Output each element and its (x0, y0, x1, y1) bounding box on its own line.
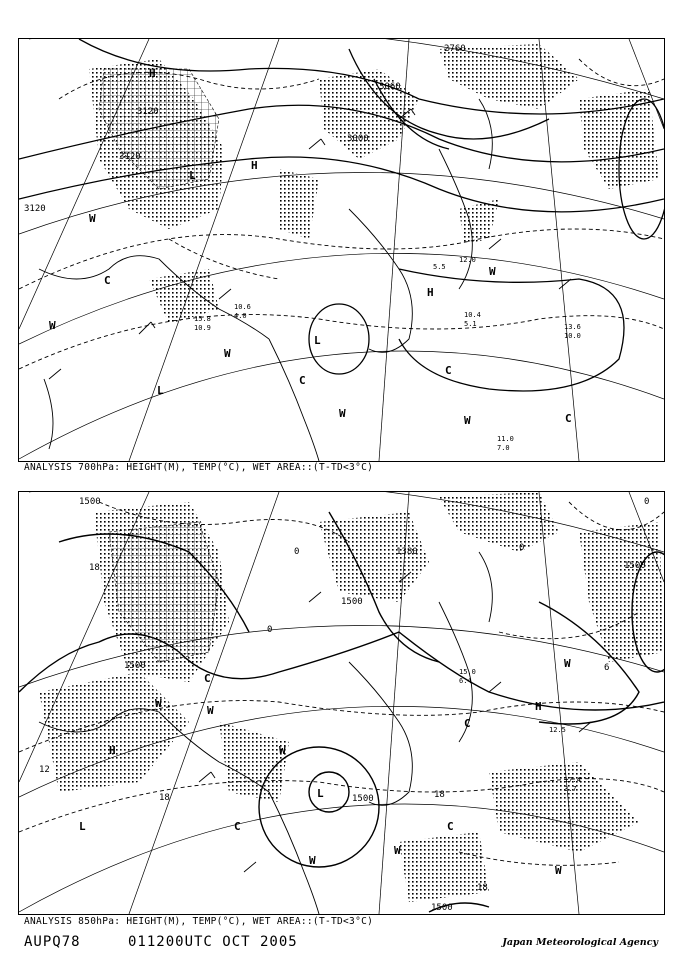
svg-text:1380: 1380 (396, 547, 418, 557)
svg-text:L: L (157, 384, 164, 397)
svg-text:12.5: 12.5 (549, 726, 566, 734)
svg-text:W: W (464, 414, 471, 427)
svg-text:4.0: 4.0 (234, 312, 247, 320)
svg-text:W: W (564, 657, 571, 670)
svg-text:3000: 3000 (347, 134, 369, 144)
caption-700hpa: ANALYSIS 700hPa: HEIGHT(M), TEMP(°C), WET AREA::(T-TD<3°C) (24, 462, 374, 473)
svg-text:W: W (394, 844, 401, 857)
valid-time: 011200UTC OCT 2005 (128, 934, 298, 950)
svg-text:5.1: 5.1 (464, 320, 477, 328)
svg-text:10.6: 10.6 (234, 303, 251, 311)
caption-850hpa: ANALYSIS 850hPa: HEIGHT(M), TEMP(°C), WET AREA::(T-TD<3°C) (24, 916, 374, 927)
svg-text:C: C (565, 412, 572, 425)
svg-text:W: W (555, 864, 562, 877)
svg-text:1500: 1500 (624, 561, 646, 571)
map-panel-850hpa (18, 491, 665, 915)
svg-text:13.6: 13.6 (564, 323, 581, 331)
map-panel-700hpa (18, 38, 665, 462)
svg-text:W: W (49, 319, 56, 332)
svg-text:H: H (535, 700, 542, 713)
svg-text:12: 12 (39, 765, 50, 775)
svg-text:3120: 3120 (119, 152, 141, 162)
svg-text:11.0: 11.0 (497, 435, 514, 443)
svg-text:C: C (299, 374, 306, 387)
svg-text:C: C (204, 672, 211, 685)
svg-text:0: 0 (519, 543, 525, 553)
svg-text:W: W (339, 407, 346, 420)
svg-text:C: C (445, 364, 452, 377)
svg-text:W: W (279, 744, 286, 757)
svg-text:L: L (79, 820, 86, 833)
svg-text:3120: 3120 (137, 107, 159, 117)
svg-text:2760: 2760 (444, 44, 466, 54)
svg-text:5.5: 5.5 (433, 263, 446, 271)
svg-text:18: 18 (434, 790, 445, 800)
svg-text:W: W (224, 347, 231, 360)
svg-text:10.4: 10.4 (464, 311, 481, 319)
svg-text:W: W (489, 265, 496, 278)
svg-text:6.4: 6.4 (459, 677, 472, 685)
svg-text:1500: 1500 (79, 497, 101, 507)
svg-text:1500: 1500 (352, 794, 374, 804)
svg-text:H: H (427, 286, 434, 299)
map-850hpa-canvas (19, 492, 664, 914)
svg-text:15.8: 15.8 (194, 315, 211, 323)
map-700hpa-canvas (19, 39, 664, 461)
svg-text:12.0: 12.0 (459, 256, 476, 264)
svg-text:C: C (104, 274, 111, 287)
svg-text:1500: 1500 (341, 597, 363, 607)
svg-text:C: C (464, 717, 471, 730)
svg-text:15.0: 15.0 (459, 668, 476, 676)
svg-text:1500: 1500 (431, 903, 453, 913)
svg-text:10.0: 10.0 (564, 332, 581, 340)
svg-text:3120: 3120 (24, 204, 46, 214)
svg-text:C: C (447, 820, 454, 833)
svg-text:0: 0 (267, 625, 273, 635)
svg-text:H: H (251, 159, 258, 172)
svg-text:3.7: 3.7 (564, 785, 577, 793)
svg-text:3060: 3060 (379, 82, 401, 92)
station-values (194, 256, 581, 452)
svg-text:W: W (207, 704, 214, 717)
svg-text:H: H (109, 744, 116, 757)
svg-text:10.9: 10.9 (194, 324, 211, 332)
svg-text:17.4: 17.4 (564, 776, 581, 784)
svg-text:L: L (189, 169, 196, 182)
svg-text:W: W (155, 697, 162, 710)
chart-id: AUPQ78 (24, 934, 81, 950)
svg-text:0: 0 (644, 497, 650, 507)
svg-text:H: H (149, 67, 156, 80)
svg-text:18: 18 (159, 793, 170, 803)
svg-text:L: L (317, 787, 324, 800)
svg-text:18: 18 (89, 563, 100, 573)
svg-text:W: W (89, 212, 96, 225)
svg-text:0: 0 (294, 547, 300, 557)
svg-text:6: 6 (604, 663, 610, 673)
svg-text:1500: 1500 (124, 661, 146, 671)
svg-text:18: 18 (477, 883, 488, 893)
svg-text:C: C (234, 820, 241, 833)
svg-text:W: W (309, 854, 316, 867)
svg-text:L: L (314, 334, 321, 347)
svg-text:7.0: 7.0 (497, 444, 510, 452)
agency-name: Japan Meteorological Agency (502, 937, 658, 948)
